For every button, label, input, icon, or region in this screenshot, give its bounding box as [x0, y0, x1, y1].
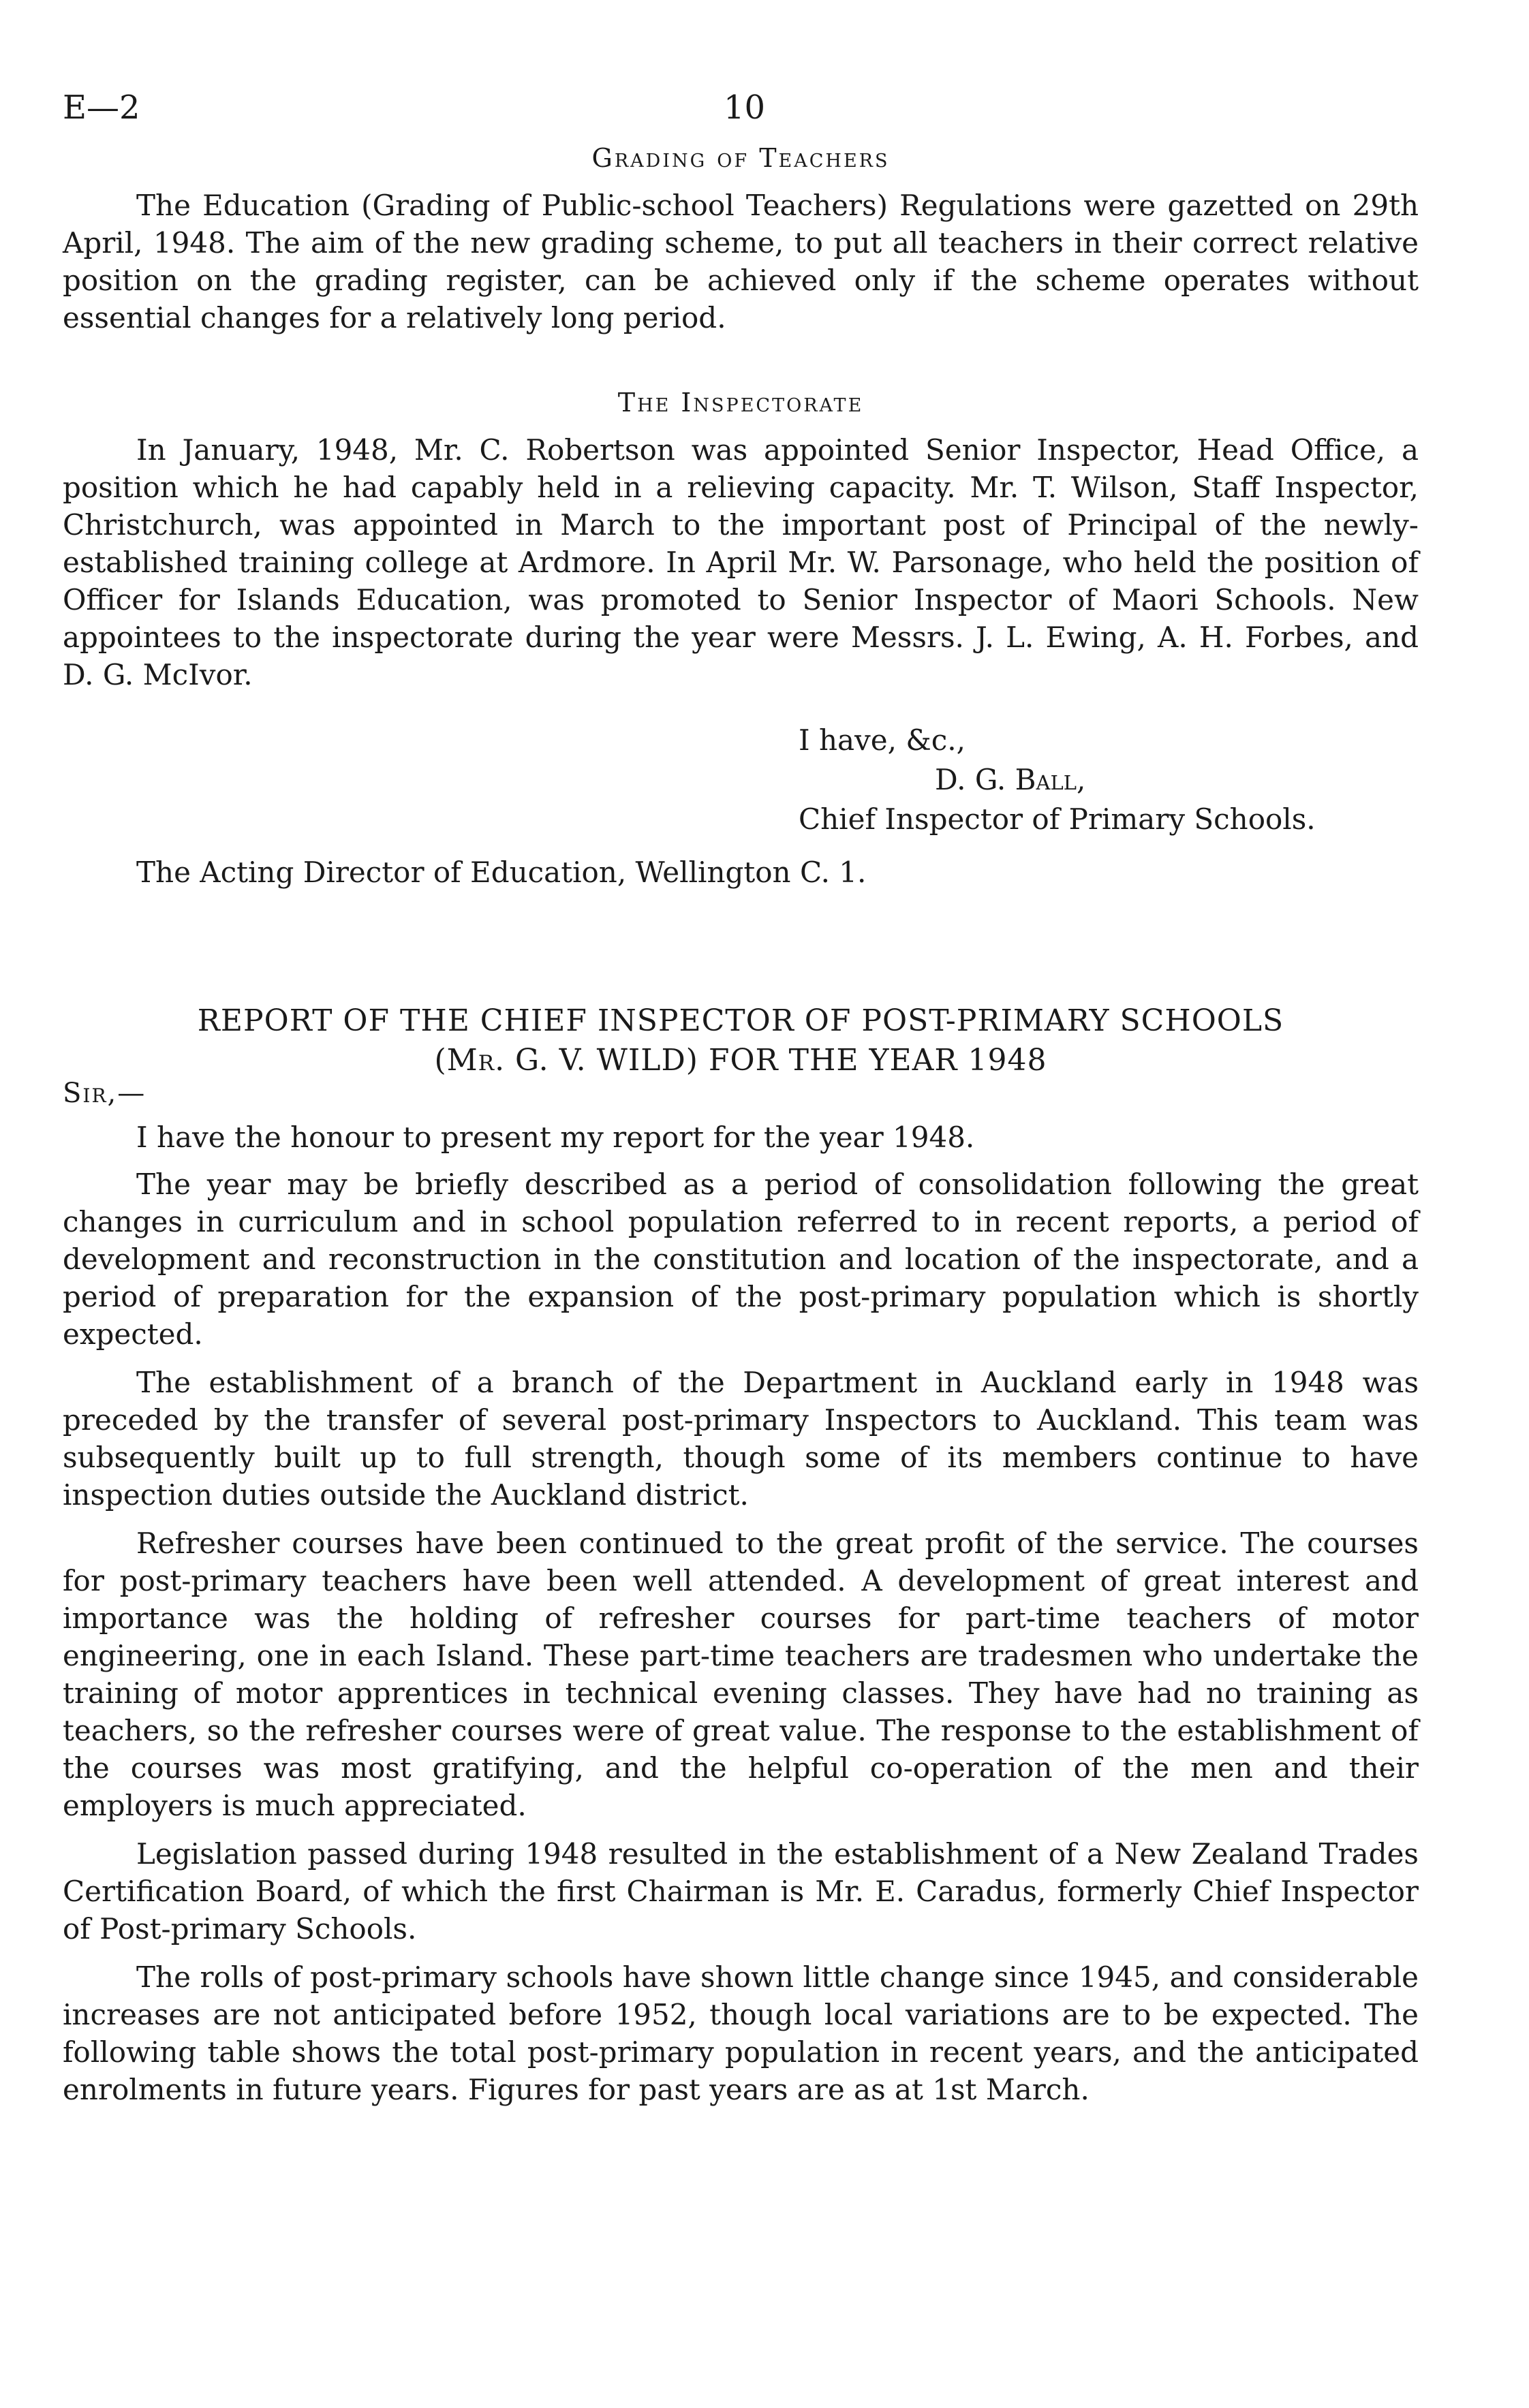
signature-block — [63, 721, 1419, 892]
report-paragraph-4: Refresher courses have been continued to the great profit of the service. The courses for post-primary teachers have been well attended. A development of great interest and importance was the holding of refresher courses for part-time teachers of motor engineering, one in each Island. These part-time teachers are tradesmen who undertake the training of motor apprentices in technical evening classes. They have had no training as teachers, so the refresher courses were of great value. The response to the establishment of the courses was most gratifying, and the helpful co-operation of the men and their employers is much appreciated. — [63, 1527, 1419, 1822]
report-paragraph-2: The year may be briefly described as a period of consolidation following the great changes in curriculum and in school population referred to in recent reports, a period of development and reconstruction in the constitution and location of the inspectorate, and a period of preparation for the expansion of the post-primary population which is shortly expected. — [63, 1168, 1419, 1351]
salutation: Sir,— — [63, 1078, 146, 1109]
signatory-title: Chief Inspector of Primary Schools. — [799, 802, 1316, 836]
report-paragraph-1: I have the honour to present my report for the year 1948. — [136, 1121, 975, 1154]
page-number: 10 — [724, 89, 766, 127]
inspectorate-paragraph: In January, 1948, Mr. C. Robertson was appointed Senior Inspector, Head Office, a position which he had capably held in a relieving capacity. Mr. T. Wilson, Staff Inspector, Christchurch, was appointed in March to the important post of Principal of the newly-established training college at Ardmore. In April Mr. W. Parsonage, who held the position of Officer for Islands Education, was promoted to Senior Inspector of Maori Schools. New appointees to the inspectorate during the year were Messrs. J. L. Ewing, A. H. Forbes, and D. G. McIvor. — [63, 433, 1419, 691]
grading-paragraph: The Education (Grading of Public-school Teachers) Regulations were gazetted on 29th April, 1948. The aim of the new grading scheme, to put all teachers in their correct relative position on the grading register, can be achieved only if the scheme operates without essential changes for a relatively long period. — [63, 189, 1419, 334]
grading-section — [63, 143, 1419, 337]
signatory-name: D. G. Ball, — [935, 763, 1086, 796]
title-rest: G. V. WILD) FOR THE YEAR 1948 — [505, 1043, 1047, 1078]
addressee: The Acting Director of Education, Wellington C. 1. — [136, 856, 867, 889]
document-page — [63, 82, 1419, 2108]
report-paragraph-5: Legislation passed during 1948 resulted in the establishment of a New Zealand Trades Certification Board, of which the first Chairman is Mr. E. Caradus, formerly Chief Inspector of Post-primary Schools. — [63, 1837, 1419, 1945]
report-section — [63, 1001, 1419, 2108]
report-title-line-1: REPORT OF THE CHIEF INSPECTOR OF POST-PRIMARY SCHOOLS — [197, 1003, 1284, 1038]
inspectorate-section — [63, 388, 1419, 693]
grading-heading: Grading of Teachers — [591, 143, 890, 173]
report-paragraph-3: The establishment of a branch of the Department in Auckland early in 1948 was preceded by the transfer of several post-primary Inspectors to Auckland. This team was subsequently built up to full strength, though some of its members continue to have inspection duties outside the Auckland district. — [63, 1366, 1419, 1512]
report-paragraph-6: The rolls of post-primary schools have shown little change since 1945, and considerable increases are not anticipated before 1952, though local variations are to be expected. The following table shows the total post-primary population in recent years, and the anticipated enrolments in future years. Figures for past years are as at 1st March. — [63, 1960, 1419, 2106]
report-title — [63, 1001, 1419, 1080]
document-code: E—2 — [63, 89, 140, 127]
page-header — [63, 82, 1419, 136]
title-paren: ( — [434, 1043, 447, 1078]
inspectorate-heading: The Inspectorate — [617, 388, 864, 418]
closing-line: I have, &c., — [799, 723, 966, 757]
report-title-line-2 — [435, 1043, 1047, 1078]
title-mr: Mr. — [446, 1043, 506, 1078]
